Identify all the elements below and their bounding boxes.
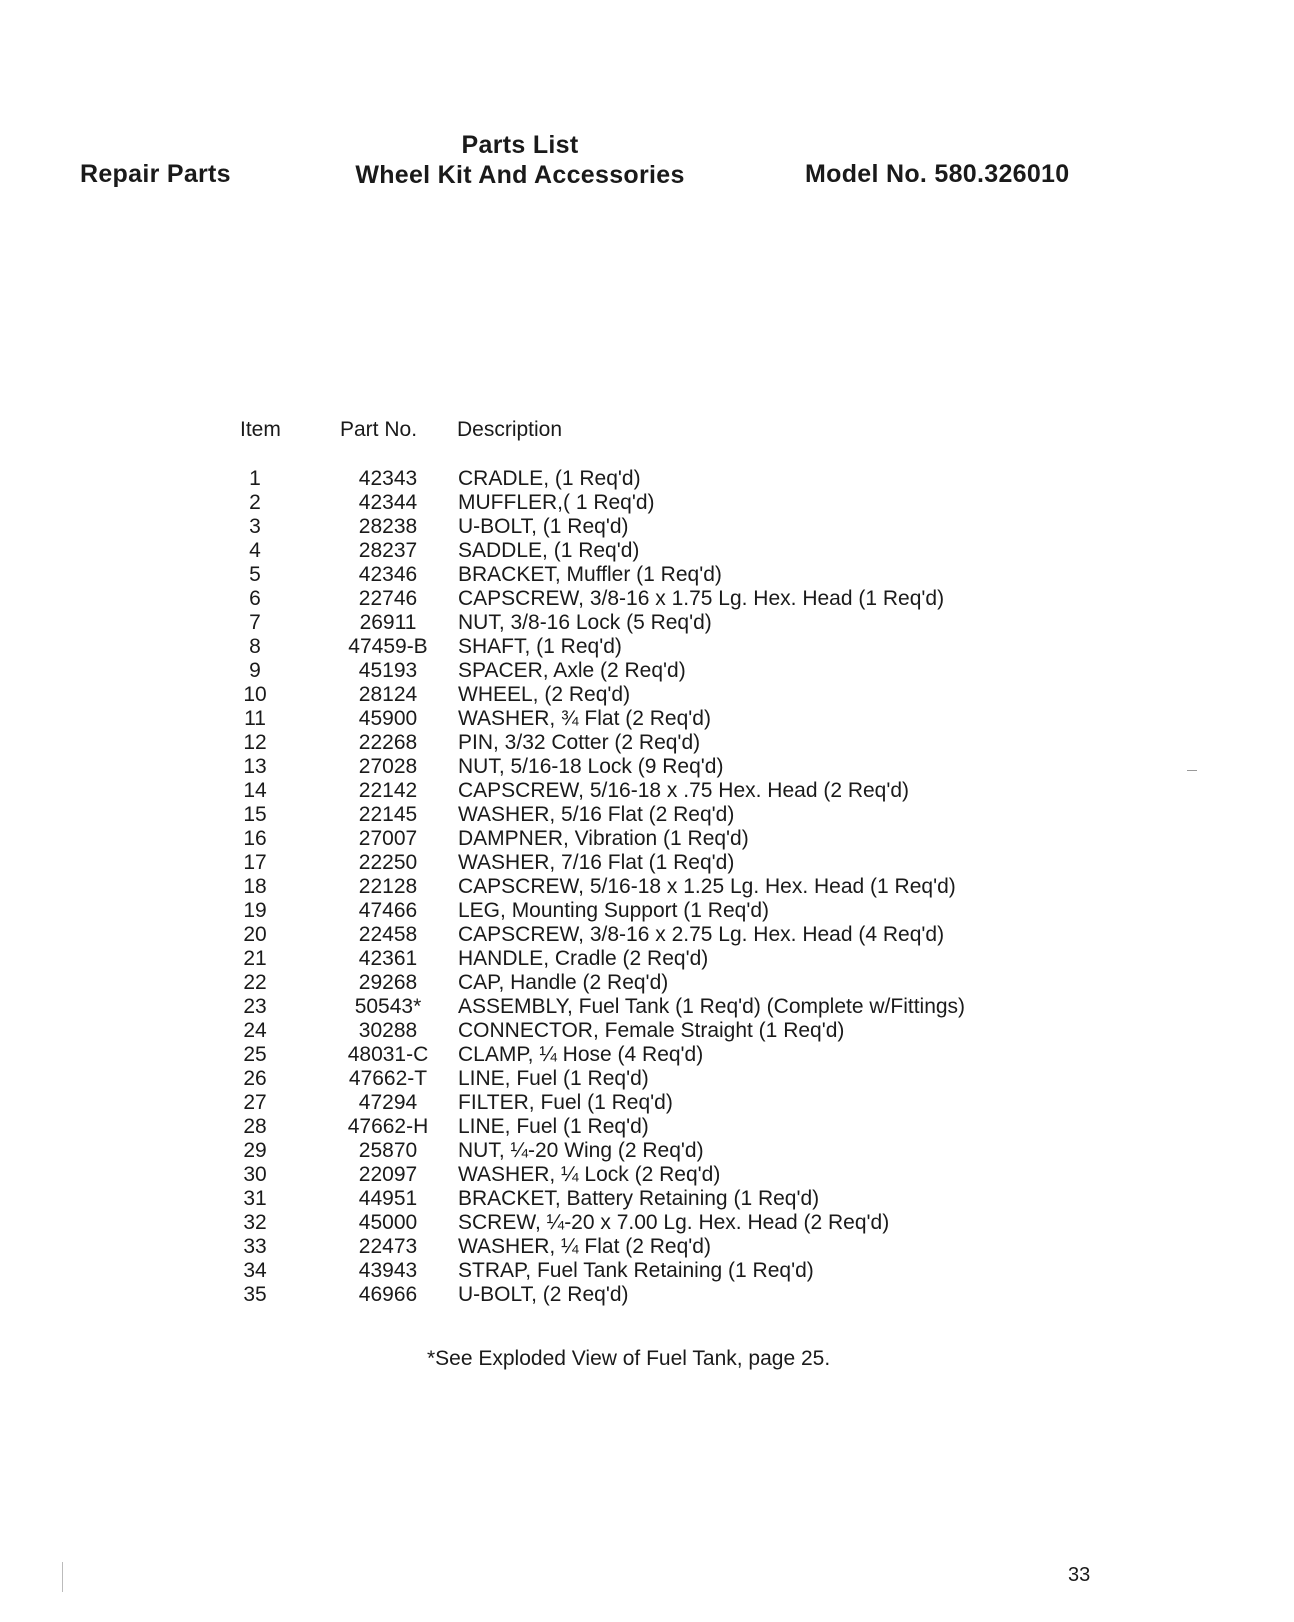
column-header-part-no: Part No. bbox=[340, 418, 418, 441]
row-item-number: 32 bbox=[243, 1211, 267, 1234]
row-item-number: 25 bbox=[243, 1043, 267, 1066]
parts-table bbox=[0, 467, 1294, 1307]
row-item-number: 1 bbox=[249, 467, 261, 490]
row-part-number: 26911 bbox=[359, 611, 417, 634]
table-row bbox=[0, 803, 1294, 827]
row-description: BRACKET, Battery Retaining (1 Req'd) bbox=[458, 1187, 820, 1210]
row-item-number: 30 bbox=[243, 1163, 267, 1186]
row-part-number: 47459-B bbox=[348, 635, 428, 658]
row-description: CAPSCREW, 3/8-16 x 1.75 Lg. Hex. Head (1 Req'd) bbox=[458, 587, 945, 610]
table-row bbox=[0, 779, 1294, 803]
row-item-number: 22 bbox=[243, 971, 267, 994]
row-item-number: 35 bbox=[243, 1283, 267, 1306]
row-description: SCREW, ¼-20 x 7.00 Lg. Hex. Head (2 Req'd) bbox=[458, 1211, 890, 1234]
row-item-number: 2 bbox=[249, 491, 261, 514]
row-description: WASHER, ¾ Flat (2 Req'd) bbox=[458, 707, 711, 730]
model-number: Model No. 580.326010 bbox=[805, 160, 1070, 188]
row-part-number: 22458 bbox=[358, 923, 418, 946]
table-row bbox=[0, 1019, 1294, 1043]
row-item-number: 12 bbox=[243, 731, 267, 754]
row-item-number: 15 bbox=[243, 803, 267, 826]
row-item-number: 18 bbox=[243, 875, 267, 898]
row-part-number: 22268 bbox=[358, 731, 418, 754]
page-title bbox=[330, 130, 710, 190]
row-part-number: 22250 bbox=[358, 851, 418, 874]
table-row bbox=[0, 635, 1294, 659]
row-part-number: 28124 bbox=[358, 683, 418, 706]
row-description: DAMPNER, Vibration (1 Req'd) bbox=[458, 827, 749, 850]
row-part-number: 42361 bbox=[358, 947, 418, 970]
table-row bbox=[0, 851, 1294, 875]
row-item-number: 23 bbox=[243, 995, 267, 1018]
table-row bbox=[0, 1139, 1294, 1163]
row-description: PIN, 3/32 Cotter (2 Req'd) bbox=[458, 731, 701, 754]
row-item-number: 33 bbox=[243, 1235, 267, 1258]
table-row bbox=[0, 1187, 1294, 1211]
row-item-number: 4 bbox=[249, 539, 261, 562]
table-row bbox=[0, 875, 1294, 899]
row-part-number: 22128 bbox=[358, 875, 418, 898]
table-row bbox=[0, 707, 1294, 731]
page-number: 33 bbox=[1068, 1564, 1091, 1586]
table-row bbox=[0, 563, 1294, 587]
row-item-number: 34 bbox=[243, 1259, 267, 1282]
row-description: CAPSCREW, 3/8-16 x 2.75 Lg. Hex. Head (4 Req'd) bbox=[458, 923, 945, 946]
row-description: NUT, ¼-20 Wing (2 Req'd) bbox=[458, 1139, 704, 1162]
row-item-number: 19 bbox=[243, 899, 267, 922]
row-description: FILTER, Fuel (1 Req'd) bbox=[458, 1091, 673, 1114]
row-description: CONNECTOR, Female Straight (1 Req'd) bbox=[458, 1019, 845, 1042]
row-part-number: 47662-H bbox=[347, 1115, 429, 1138]
row-description: WHEEL, (2 Req'd) bbox=[458, 683, 631, 706]
row-item-number: 16 bbox=[243, 827, 267, 850]
table-row bbox=[0, 539, 1294, 563]
row-description: NUT, 5/16-18 Lock (9 Req'd) bbox=[458, 755, 724, 778]
row-description: SHAFT, (1 Req'd) bbox=[458, 635, 622, 658]
row-item-number: 10 bbox=[243, 683, 267, 706]
table-row bbox=[0, 923, 1294, 947]
row-item-number: 8 bbox=[249, 635, 261, 658]
row-description: U-BOLT, (1 Req'd) bbox=[458, 515, 629, 538]
row-part-number: 25870 bbox=[358, 1139, 418, 1162]
row-item-number: 11 bbox=[244, 707, 266, 730]
row-part-number: 43943 bbox=[358, 1259, 418, 1282]
row-part-number: 22142 bbox=[358, 779, 418, 802]
row-description: LINE, Fuel (1 Req'd) bbox=[458, 1115, 649, 1138]
row-part-number: 28238 bbox=[358, 515, 418, 538]
column-header-description: Description bbox=[457, 418, 563, 441]
row-item-number: 5 bbox=[249, 563, 261, 586]
table-row bbox=[0, 1235, 1294, 1259]
row-item-number: 31 bbox=[243, 1187, 267, 1210]
table-row bbox=[0, 1211, 1294, 1235]
row-description: CAPSCREW, 5/16-18 x 1.25 Lg. Hex. Head (1 Req'd) bbox=[458, 875, 956, 898]
row-part-number: 28237 bbox=[358, 539, 418, 562]
row-description: U-BOLT, (2 Req'd) bbox=[458, 1283, 629, 1306]
row-item-number: 24 bbox=[243, 1019, 267, 1042]
row-item-number: 9 bbox=[249, 659, 261, 682]
row-part-number: 50543* bbox=[354, 995, 422, 1018]
row-description: LINE, Fuel (1 Req'd) bbox=[458, 1067, 649, 1090]
row-item-number: 28 bbox=[243, 1115, 267, 1138]
row-item-number: 21 bbox=[243, 947, 267, 970]
table-row bbox=[0, 683, 1294, 707]
table-row bbox=[0, 1043, 1294, 1067]
table-row bbox=[0, 1259, 1294, 1283]
table-row bbox=[0, 1067, 1294, 1091]
page-title-line1: Parts List bbox=[461, 131, 579, 159]
table-row bbox=[0, 755, 1294, 779]
row-item-number: 20 bbox=[243, 923, 267, 946]
row-description: WASHER, 7/16 Flat (1 Req'd) bbox=[458, 851, 735, 874]
table-row bbox=[0, 1283, 1294, 1307]
row-description: WASHER, ¼ Flat (2 Req'd) bbox=[458, 1235, 711, 1258]
column-header-item: Item bbox=[240, 418, 281, 441]
row-description: BRACKET, Muffler (1 Req'd) bbox=[458, 563, 722, 586]
table-row bbox=[0, 827, 1294, 851]
row-description: CRADLE, (1 Req'd) bbox=[458, 467, 641, 490]
row-part-number: 47466 bbox=[358, 899, 418, 922]
row-item-number: 3 bbox=[249, 515, 261, 538]
row-part-number: 48031-C bbox=[347, 1043, 429, 1066]
table-row bbox=[0, 587, 1294, 611]
table-row bbox=[0, 1115, 1294, 1139]
row-description: HANDLE, Cradle (2 Req'd) bbox=[458, 947, 709, 970]
page-title-line2: Wheel Kit And Accessories bbox=[355, 161, 685, 189]
row-description: WASHER, ¼ Lock (2 Req'd) bbox=[458, 1163, 721, 1186]
row-part-number: 22097 bbox=[358, 1163, 418, 1186]
table-row bbox=[0, 947, 1294, 971]
row-part-number: 45193 bbox=[358, 659, 418, 682]
row-description: MUFFLER,( 1 Req'd) bbox=[458, 491, 655, 514]
table-row bbox=[0, 491, 1294, 515]
table-row bbox=[0, 515, 1294, 539]
table-row bbox=[0, 1163, 1294, 1187]
row-description: NUT, 3/8-16 Lock (5 Req'd) bbox=[458, 611, 712, 634]
row-part-number: 27028 bbox=[358, 755, 418, 778]
row-description: STRAP, Fuel Tank Retaining (1 Req'd) bbox=[458, 1259, 814, 1282]
row-part-number: 22473 bbox=[358, 1235, 418, 1258]
row-part-number: 42346 bbox=[358, 563, 418, 586]
table-row bbox=[0, 659, 1294, 683]
row-part-number: 44951 bbox=[358, 1187, 418, 1210]
row-description: ASSEMBLY, Fuel Tank (1 Req'd) (Complete w/Fittings) bbox=[458, 995, 966, 1018]
row-part-number: 30288 bbox=[358, 1019, 418, 1042]
row-description: CAP, Handle (2 Req'd) bbox=[458, 971, 669, 994]
row-item-number: 7 bbox=[249, 611, 261, 634]
row-part-number: 29268 bbox=[358, 971, 418, 994]
section-title: Repair Parts bbox=[80, 160, 231, 188]
row-part-number: 47294 bbox=[358, 1091, 418, 1114]
row-part-number: 45000 bbox=[358, 1211, 418, 1234]
row-description: CLAMP, ¼ Hose (4 Req'd) bbox=[458, 1043, 704, 1066]
row-description: WASHER, 5/16 Flat (2 Req'd) bbox=[458, 803, 735, 826]
table-row bbox=[0, 971, 1294, 995]
row-item-number: 6 bbox=[249, 587, 261, 610]
row-description: SADDLE, (1 Req'd) bbox=[458, 539, 640, 562]
table-row bbox=[0, 1091, 1294, 1115]
margin-mark bbox=[62, 1562, 63, 1592]
row-part-number: 42344 bbox=[358, 491, 418, 514]
row-part-number: 42343 bbox=[358, 467, 418, 490]
row-part-number: 47662-T bbox=[348, 1067, 428, 1090]
row-part-number: 22145 bbox=[358, 803, 418, 826]
footnote: *See Exploded View of Fuel Tank, page 25. bbox=[427, 1347, 831, 1370]
row-item-number: 17 bbox=[243, 851, 267, 874]
row-description: CAPSCREW, 5/16-18 x .75 Hex. Head (2 Req'd) bbox=[458, 779, 910, 802]
table-row bbox=[0, 995, 1294, 1019]
row-item-number: 13 bbox=[243, 755, 267, 778]
row-part-number: 27007 bbox=[358, 827, 418, 850]
row-part-number: 22746 bbox=[358, 587, 418, 610]
table-row bbox=[0, 467, 1294, 491]
row-description: LEG, Mounting Support (1 Req'd) bbox=[458, 899, 770, 922]
row-item-number: 26 bbox=[243, 1067, 267, 1090]
row-part-number: 45900 bbox=[358, 707, 418, 730]
row-item-number: 27 bbox=[243, 1091, 267, 1114]
row-description: SPACER, Axle (2 Req'd) bbox=[458, 659, 686, 682]
table-row bbox=[0, 731, 1294, 755]
table-row bbox=[0, 899, 1294, 923]
stray-mark bbox=[1187, 770, 1197, 771]
row-part-number: 46966 bbox=[358, 1283, 418, 1306]
row-item-number: 14 bbox=[243, 779, 267, 802]
row-item-number: 29 bbox=[243, 1139, 267, 1162]
table-row bbox=[0, 611, 1294, 635]
